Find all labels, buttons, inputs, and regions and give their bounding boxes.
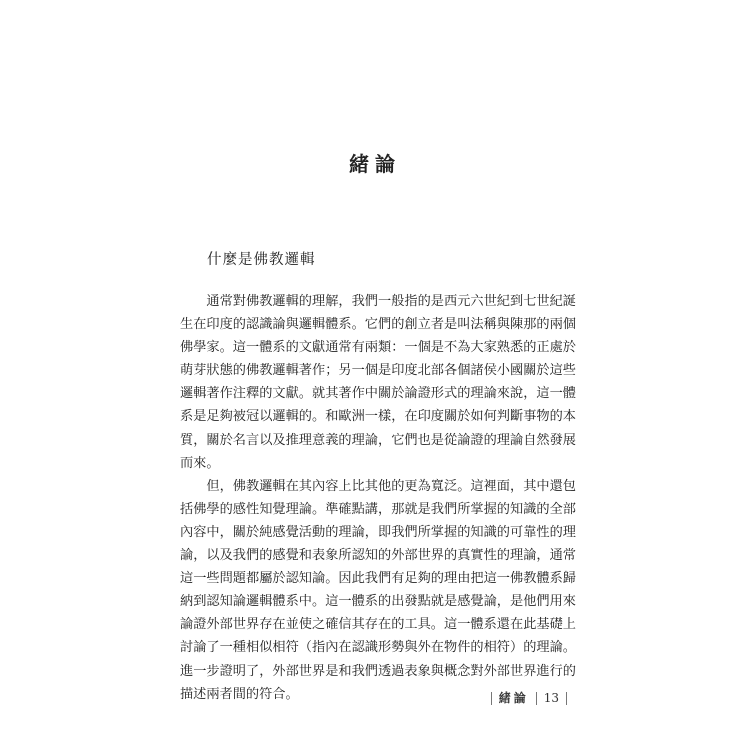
body-text (180, 290, 576, 706)
footer-divider-left (491, 692, 492, 705)
section-heading: 什麼是佛教邏輯 (207, 252, 316, 268)
running-head: 緒論 (498, 691, 529, 705)
paragraph: 但，佛教邏輯在其內容上比其他的更為寬泛。這裡面，其中還包括佛學的感性知覺理論。準確點講，那就是我們所掌握的知識的全部內容中，關於純感覺活動的理論，即我們所掌握的知識的可靠性的理論，以及我們的感覺和表象所認知的外部世界的真實性的理論，通常這一些問題都屬於認知論。因此我們有足夠的理由把這一佛教體系歸納到認知論邏輯體系中。這一體系的出發點就是感覺論，是他們用來論證外部世界存在並使之確信其存在的工具。這一體系還在此基礎上討論了一種相似相符（指內在認識形勢與外在物件的相符）的理論。進一步證明了，外部世界是和我們透過表象與概念對外部世界進行的描述兩者間的符合。 (180, 478, 576, 702)
chapter-title: 緒論 (349, 152, 401, 176)
footer-divider-right (566, 692, 567, 705)
paragraph: 通常對佛教邏輯的理解，我們一般指的是西元六世紀到七世紀誕生在印度的認識論與邏輯體系。它們的創立者是叫法稱與陳那的兩個佛學家。這一體系的文獻通常有兩類：一個是不為大家熟悉的正處於萌芽狀態的佛教邏輯著作；另一個是印度北部各個諸侯小國關於這些邏輯著作注釋的文獻。就其著作中關於論證形式的理論來說，這一體系是足夠被冠以邏輯的。和歐洲一樣，在印度關於如何判斷事物的本質，關於名言以及推理意義的理論，它們也是從論證的理論自然發展而來。 (180, 294, 576, 471)
page-footer (484, 690, 574, 706)
page-number: 13 (543, 691, 559, 705)
footer-divider-middle (536, 692, 537, 705)
